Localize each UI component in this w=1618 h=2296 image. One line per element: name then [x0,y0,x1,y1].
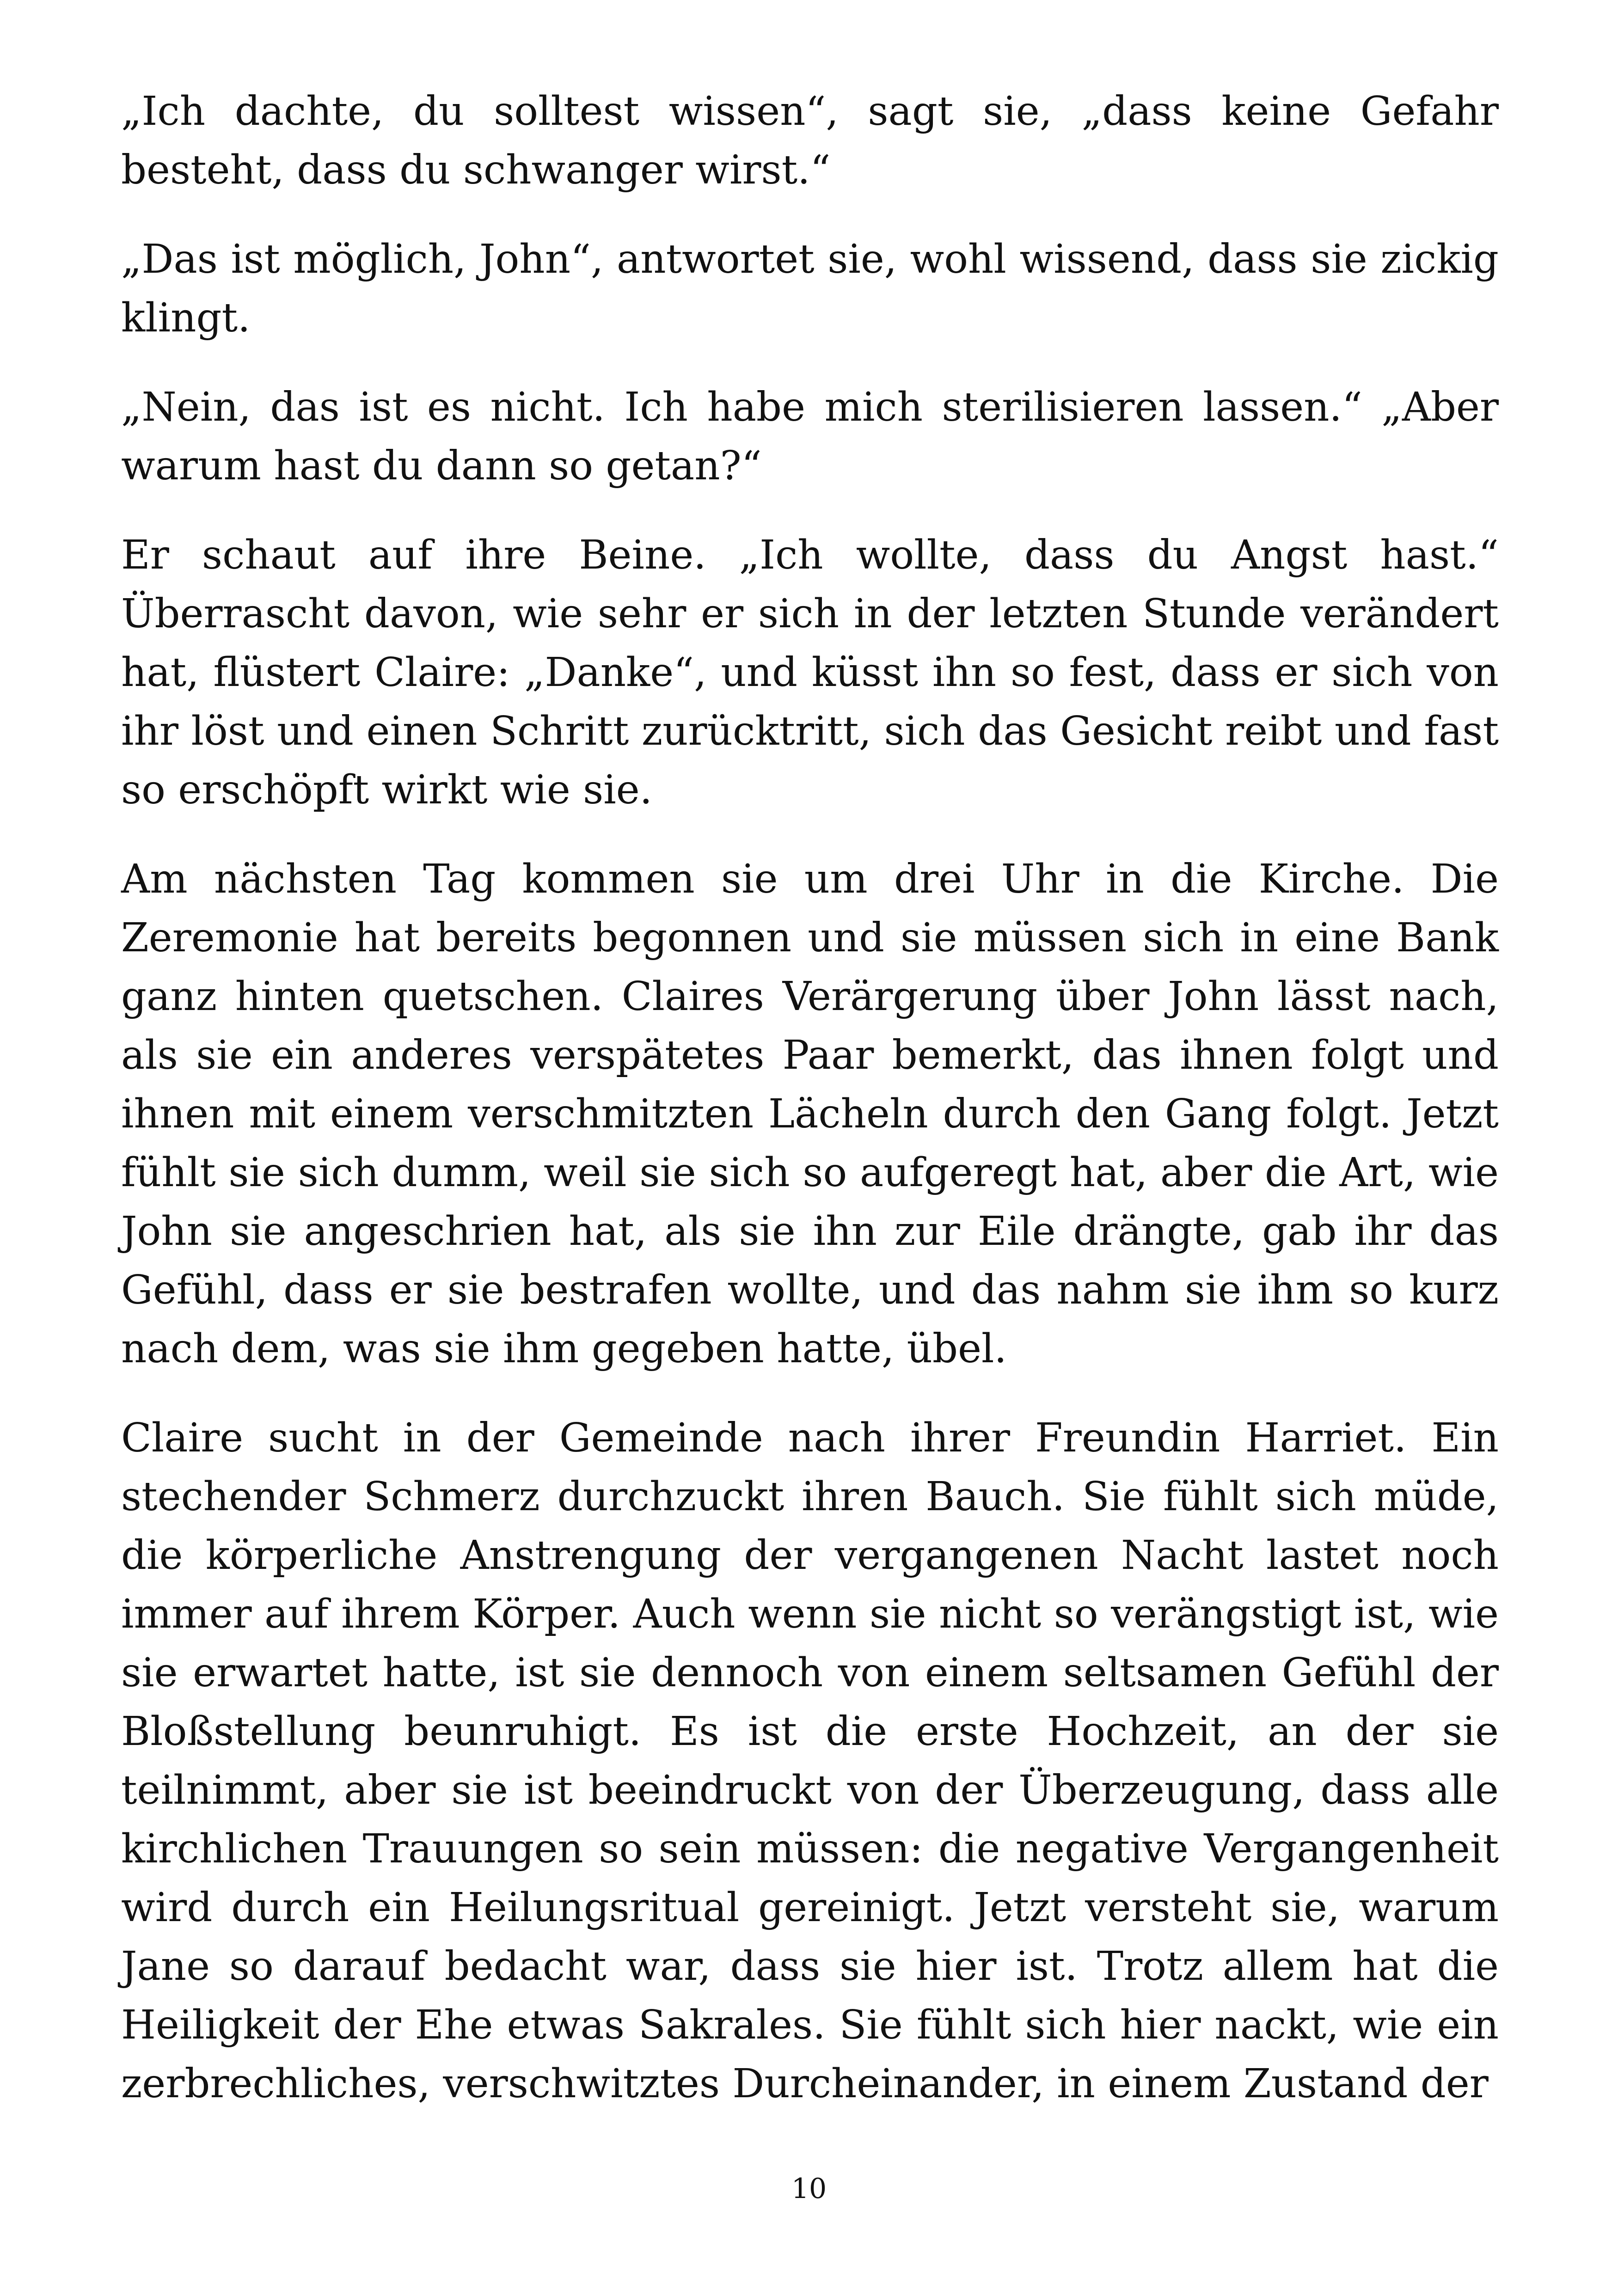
paragraph-1: „Ich dachte, du solltest wissen“, sagt sie, „dass keine Gefahr besteht, dass du schwanger wirst.“ [121,88,1499,193]
paragraph-6: Claire sucht in der Gemeinde nach ihrer Freundin Harriet. Ein stechender Schmerz durchzuckt ihren Bauch. Sie fühlt sich müde, die körperliche Anstrengung der vergangenen Nacht lastet noch immer auf ihrem Körper. Auch wenn sie nicht so verängstigt ist, wie sie erwartet hatte, ist sie dennoch von einem seltsamen Gefühl der Bloßstellung beunruhigt. Es ist die erste Hochzeit, an der sie teilnimmt, aber sie ist beeindruckt von der Überzeugung, dass alle kirchlichen Trauungen so sein müssen: die negative Vergangenheit wird durch ein Heilungsritual gereinigt. Jetzt versteht sie, warum Jane so darauf bedacht war, dass sie hier ist. Trotz allem hat die Heiligkeit der Ehe etwas Sakrales. Sie fühlt sich hier nackt, wie ein zerbrechliches, verschwitztes Durcheinander, in einem Zustand der [121,1415,1499,2107]
page-number: 10 [791,2173,827,2205]
body-text [121,82,1499,2144]
paragraph-2: „Das ist möglich, John“, antwortet sie, wohl wissend, dass sie zickig klingt. [121,236,1499,341]
paragraph-4: Er schaut auf ihre Beine. „Ich wollte, dass du Angst hast.“ Überrascht davon, wie sehr er sich in der letzten Stunde verändert hat, flüstert Claire: „Danke“, und küsst ihn so fest, dass er sich von ihr löst und einen Schritt zurücktritt, sich das Gesicht reibt und fast so erschöpft wirkt wie sie. [121,532,1499,813]
paragraph-5: Am nächsten Tag kommen sie um drei Uhr in die Kirche. Die Zeremonie hat bereits begonnen und sie müssen sich in eine Bank ganz hinten quetschen. Claires Verärgerung über John lässt nach, als sie ein anderes verspätetes Paar bemerkt, das ihnen folgt und ihnen mit einem verschmitzten Lächeln durch den Gang folgt. Jetzt fühlt sie sich dumm, weil sie sich so aufgeregt hat, aber die Art, wie John sie angeschrien hat, als sie ihn zur Eile drängte, gab ihr das Gefühl, dass er sie bestrafen wollte, und das nahm sie ihm so kurz nach dem, was sie ihm gegeben hatte, übel. [121,856,1499,1372]
paragraph-3: „Nein, das ist es nicht. Ich habe mich sterilisieren lassen.“ „Aber warum hast du dann so getan?“ [121,384,1499,489]
